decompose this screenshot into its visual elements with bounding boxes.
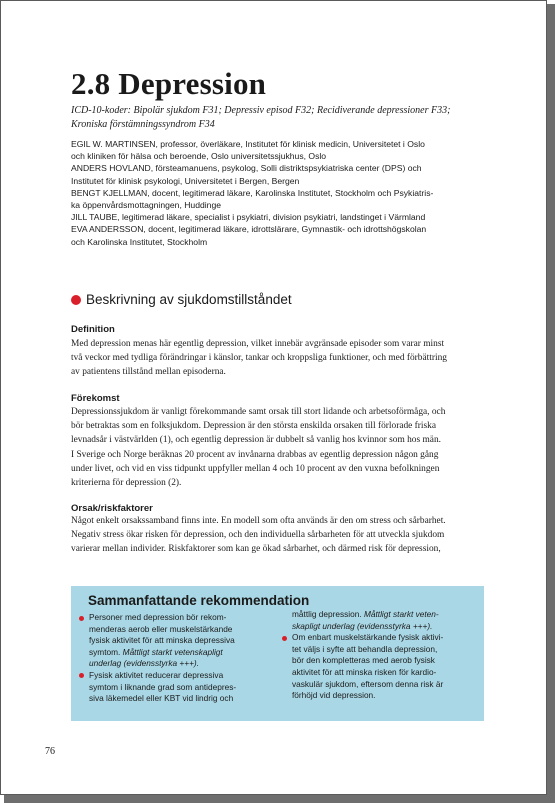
rec-line: symtom i liknande grad som antidepres- [89, 681, 237, 692]
text-line: I Sverige och Norge beräknas 20 procent av invånarna drabbas av egentlig depression någon gång [71, 449, 439, 460]
text-line: Depressionssjukdom är vanligt förekommande samt orsak till stort lidande och arbetsoförmåga, och [71, 407, 446, 417]
recommendation-list-left [77, 612, 264, 705]
rec-line-start: måttlig depression. [292, 609, 364, 619]
chapter-title: 2.8 Depression [71, 66, 267, 101]
author-line: och Karolinska Institutet, Stockholm [71, 236, 208, 247]
rec-line: tet väljs i syfte att behandla depression, [292, 643, 438, 654]
prevalence-text [71, 405, 491, 490]
red-bullet-icon [282, 636, 287, 641]
prevalence-heading: Förekomst [71, 393, 120, 404]
rec-line [292, 609, 467, 621]
rec-line: menderas aerob eller muskelstärkande [89, 623, 233, 634]
rec-line: förhöjd vid depression. [292, 690, 376, 701]
rec-line-start: symtom. [89, 646, 123, 657]
rec-line [89, 647, 264, 659]
red-bullet-icon [71, 295, 81, 305]
red-bullet-icon [79, 616, 84, 621]
icd-line: Kroniska förstämningssyndrom F34 [71, 119, 215, 130]
evidence-note: underlag (evidensstyrka +++). [89, 658, 199, 669]
definition-heading: Definition [71, 324, 115, 335]
page-shadow-bottom [4, 795, 555, 803]
recommendation-item [77, 612, 264, 670]
recommendation-item-continued [280, 609, 467, 632]
author-line: EGIL W. MARTINSEN, professor, överläkare, Institutet för klinisk medicin, Universitetet i Oslo [71, 139, 425, 149]
section-heading [71, 292, 292, 307]
author-list [71, 138, 491, 248]
page-shadow-right [547, 4, 555, 803]
page-number: 76 [45, 746, 55, 757]
rec-line [89, 658, 264, 670]
author-line: JILL TAUBE, legitimerad läkare, specialist i psykiatri, division psykiatri, landstinget i Värmland [71, 212, 426, 223]
rec-line: fysisk aktivitet för att minska depressiva [89, 635, 235, 646]
rec-line: Fysisk aktivitet reducerar depressiva [89, 669, 224, 680]
text-line: bör betraktas som en folksjukdom. Depression är den största enskilda orsaken till förlorade friska [71, 421, 437, 432]
icd-codes [71, 104, 491, 132]
text-line: Negativ stress ökar risken för depression, och den individuella sårbarheten för att utveckla sjukdom [71, 530, 445, 541]
evidence-note: Måttligt starkt veten- [363, 609, 439, 619]
author-line: Institutet för klinisk psykologi, Universitetet i Bergen, Bergen [71, 175, 300, 186]
evidence-note: skapligt underlag (evidensstyrka +++). [292, 620, 433, 631]
rec-line: Personer med depression bör rekom- [89, 612, 227, 622]
text-line: under livet, och vid en viss tidpunkt uppfyller mellan 4 och 10 procent av den vuxna befolkningen [71, 463, 440, 474]
author-line: EVA ANDERSSON, docent, legitimerad läkare, idrottslärare, Gymnastik- och idrottshögskolan [71, 224, 427, 235]
rec-line: aktivitet för att minska risken för kardio- [292, 666, 437, 677]
rec-line: Om enbart muskelstärkande fysisk aktivi- [292, 632, 444, 643]
text-line: kriterierna för depression (2). [71, 478, 182, 489]
author-line: och kliniken för hälsa och beroende, Oslo universitetssjukhus, Oslo [71, 151, 327, 162]
definition-text [71, 337, 491, 380]
recommendation-item [280, 632, 467, 702]
author-line: BENGT KJELLMAN, docent, legitimerad läkare, Karolinska Institutet, Stockholm och Psykiatris- [71, 187, 434, 198]
rec-line [292, 621, 467, 633]
text-line: varierar mellan individer. Riskfaktorer som kan ge ökad sårbarhet, och därmed risk för depression, [71, 544, 441, 555]
causes-heading: Orsak/riskfaktorer [71, 503, 153, 514]
section-heading-text: Beskrivning av sjukdomstillståndet [86, 292, 292, 307]
summary-box-title: Sammanfattande rekommendation [88, 593, 310, 608]
text-line: Med depression menas här egentlig depression, vilket innebär avgränsade episoder som varar minst [71, 339, 445, 349]
evidence-note: Måttligt starkt vetenskapligt [122, 646, 223, 657]
text-line: levnadsår i västvärlden (1), och egentlig depression är dubbelt så vanlig hos kvinnor som hos män. [71, 435, 441, 446]
author-line: ANDERS HOVLAND, försteamanuens, psykolog, Solli distriktspsykiatriska center (DPS) och [71, 163, 422, 174]
rec-line: siva läkemedel eller KBT vid lindrig och [89, 693, 234, 704]
text-line: av patientens tillstånd mellan episoderna. [71, 367, 226, 378]
rec-line: bör den kompletteras med aerob fysisk [292, 655, 435, 666]
recommendation-item [77, 670, 264, 705]
causes-text [71, 514, 491, 557]
red-bullet-icon [79, 673, 84, 678]
summary-recommendation-box [71, 586, 484, 721]
text-line: två veckor med tydliga förändringar i känslor, tankar och kroppsliga funktioner, och med förbättring [71, 353, 447, 364]
text-line: Något enkelt orsakssamband finns inte. En modell som ofta används är den om stress och sårbarhet. [71, 516, 446, 526]
icd-line: ICD-10-koder: Bipolär sjukdom F31; Depressiv episod F32; Recidiverande depressioner F33; [71, 105, 451, 116]
author-line: ka öppenvårdsmottagningen, Huddinge [71, 200, 222, 211]
rec-line: vaskulär sjukdom, eftersom denna risk är [292, 678, 444, 689]
recommendation-list-right [280, 609, 467, 702]
